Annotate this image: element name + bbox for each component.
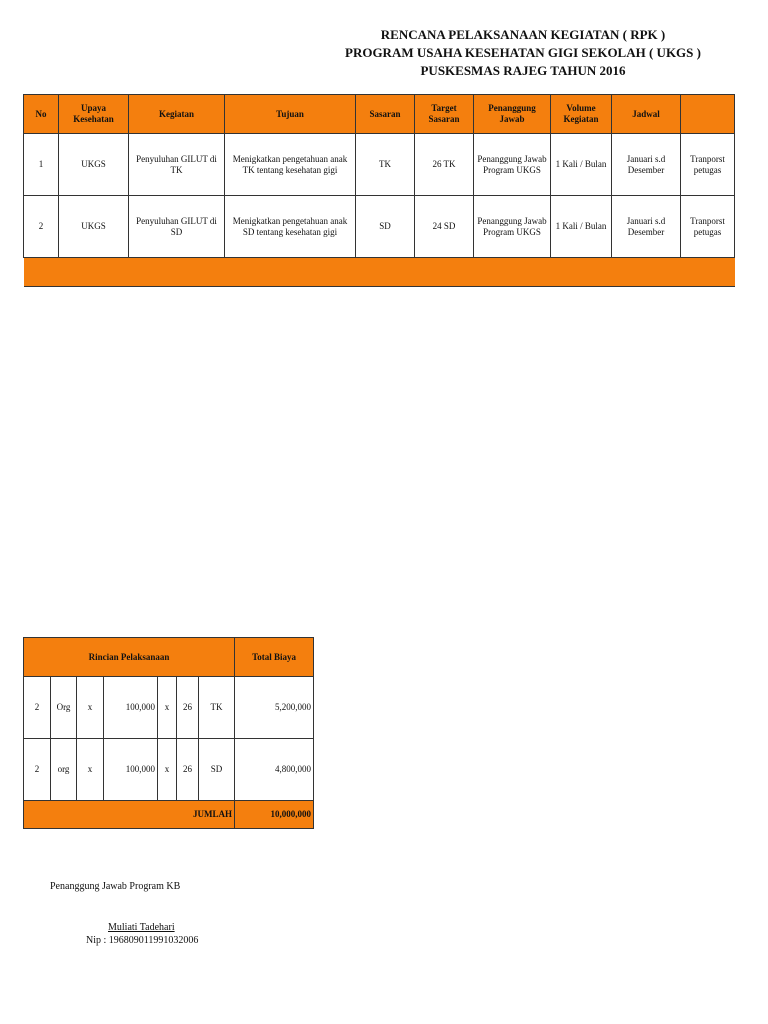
cell-qty: 2 [24,677,51,739]
cell-kegiatan: Penyuluhan GILUT di SD [129,196,225,258]
cell-no: 1 [24,134,59,196]
cell-unit: Org [51,677,77,739]
col-header-penanggung: Penanggung Jawab [474,95,551,134]
cell-count: 26 [177,677,199,739]
cell-target: 24 SD [415,196,474,258]
cell-penanggung: Penanggung Jawab Program UKGS [474,134,551,196]
cell-price: 100,000 [104,677,158,739]
cell-count: 26 [177,739,199,801]
cell-upaya: UKGS [59,196,129,258]
cell-sasaran: SD [356,196,415,258]
col-header-jadwal: Jadwal [612,95,681,134]
title-line-3: PUSKESMAS RAJEG TAHUN 2016 [420,63,626,78]
rpk-header-row [24,95,735,134]
col-header-blank [681,95,735,134]
cell-biaya-note: Tranporst petugas [681,134,735,196]
signature-role: Penanggung Jawab Program KB [50,881,181,892]
cell-total: 5,200,000 [235,677,314,739]
cell-times: x [77,677,104,739]
biaya-header-row [24,638,314,677]
cell-unit: org [51,739,77,801]
title-line-2: PROGRAM USAHA KESEHATAN GIGI SEKOLAH ( UKGS ) [345,45,701,60]
cell-target: SD [199,739,235,801]
cell-total: 4,800,000 [235,739,314,801]
col-header-no: No [24,95,59,134]
col-header-total: Total Biaya [235,638,314,677]
cell-tujuan: Menigkatkan pengetahuan anak TK tentang kesehatan gigi [225,134,356,196]
col-header-kegiatan: Kegiatan [129,95,225,134]
jumlah-value: 10,000,000 [235,801,314,829]
table-row [24,677,314,739]
cell-no: 2 [24,196,59,258]
cell-jadwal: Januari s.d Desember [612,134,681,196]
cell-penanggung: Penanggung Jawab Program UKGS [474,196,551,258]
rpk-table [23,94,735,287]
rpk-footer-row [24,258,735,287]
cell-volume: 1 Kali / Bulan [551,196,612,258]
cell-biaya-note: Tranporst petugas [681,196,735,258]
col-header-target: Target Sasaran [415,95,474,134]
col-header-sasaran: Sasaran [356,95,415,134]
cell-target: TK [199,677,235,739]
cell-times: x [158,739,177,801]
cell-times: x [77,739,104,801]
cell-qty: 2 [24,739,51,801]
biaya-table [23,637,314,829]
cell-kegiatan: Penyuluhan GILUT di TK [129,134,225,196]
cell-times: x [158,677,177,739]
col-header-volume: Volume Kegiatan [551,95,612,134]
signature-nip: Nip : 196809011991032006 [86,935,199,946]
col-header-rincian: Rincian Pelaksanaan [24,638,235,677]
cell-sasaran: TK [356,134,415,196]
table-row [24,739,314,801]
cell-volume: 1 Kali / Bulan [551,134,612,196]
col-header-upaya: Upaya Kesehatan [59,95,129,134]
cell-jadwal: Januari s.d Desember [612,196,681,258]
jumlah-label: JUMLAH [24,801,235,829]
col-header-tujuan: Tujuan [225,95,356,134]
table-row [24,134,735,196]
rpk-footer-band [24,258,735,287]
title-line-1: RENCANA PELAKSANAAN KEGIATAN ( RPK ) [380,27,666,42]
jumlah-row [24,801,314,829]
cell-target: 26 TK [415,134,474,196]
signature-name: Muliati Tadehari [108,922,175,933]
cell-tujuan: Menigkatkan pengetahuan anak SD tentang kesehatan gigi [225,196,356,258]
cell-upaya: UKGS [59,134,129,196]
document-title-block [23,26,768,80]
cell-price: 100,000 [104,739,158,801]
table-row [24,196,735,258]
